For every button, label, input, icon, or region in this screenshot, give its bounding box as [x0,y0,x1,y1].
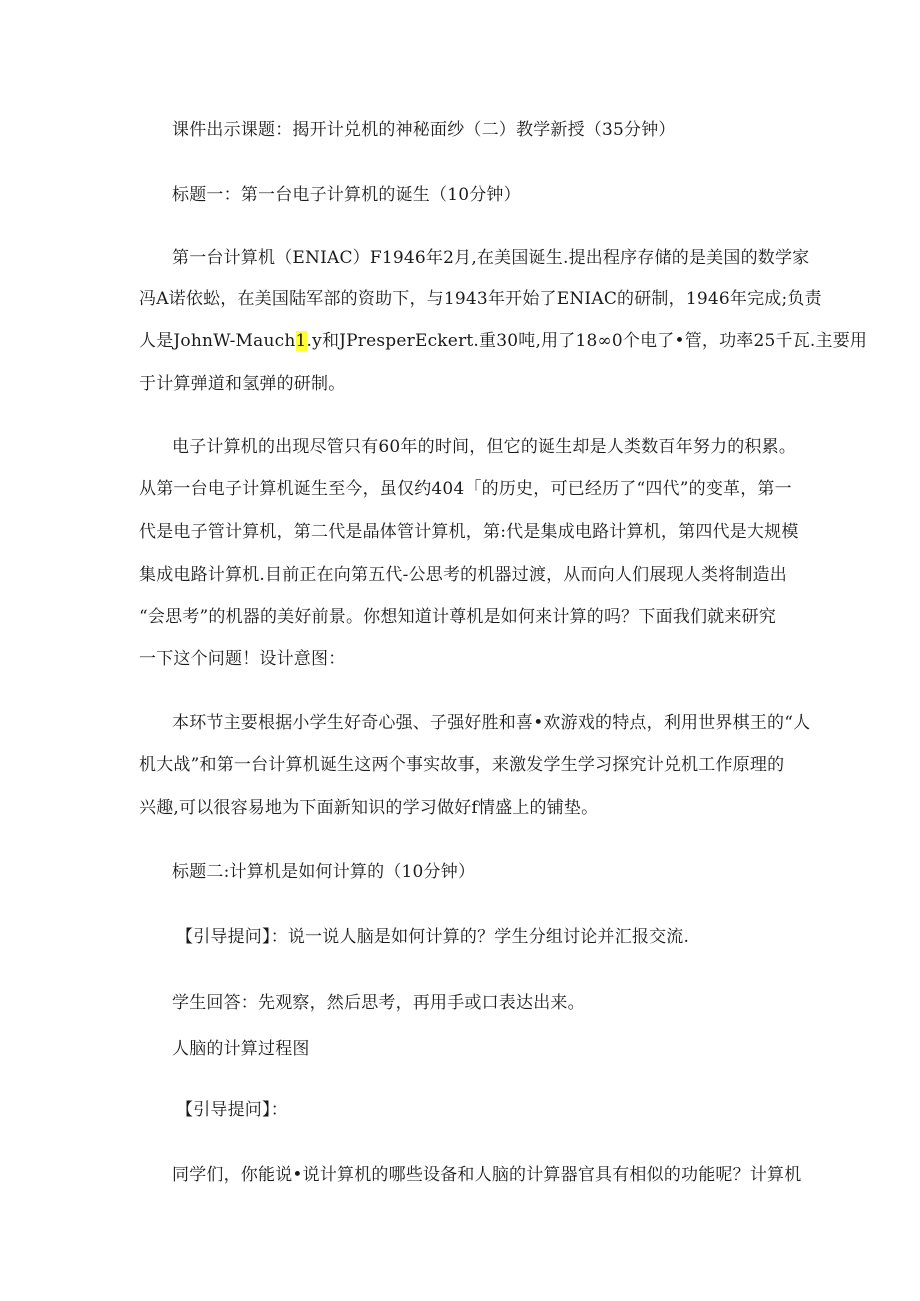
paragraph-eniac-line-3 [139,329,867,353]
paragraph-history-line-3: 代是电子管计算机，第二代是晶体管计算机，第:代是集成电路计算机，第四代是大规模 [139,522,799,542]
eniac-line-3-start: 人是JohnW-Mauch [139,331,296,351]
guided-question-1: 【引导提问】：说一说人脑是如何计算的？学生分组讨论并汇报交流. [176,927,690,947]
paragraph-question-line-1: 同学们，你能说•说计算机的哪些设备和人脑的计算器官具有相似的功能呢？计算机 [172,1165,802,1185]
paragraph-intent-line-2: 机大战”和第一台计算机诞生这两个事实故事，来激发学生学习探究计兑机工作原理的 [139,755,785,775]
paragraph-eniac-line-4: 于计算弹道和氢弹的研制。 [139,374,346,394]
course-title-line: 课件出示课题：揭开计兑机的神秘面纱（二）教学新授（35分钟） [172,120,676,140]
paragraph-eniac-line-2: 冯A诺依蚣，在美国陆军部的资助下，与1943年开始了ENIAC的研制，1946年完成;负责 [139,289,822,309]
guided-question-2: 【引导提问】： [176,1100,288,1120]
paragraph-intent-line-1: 本环节主要根据小学生好奇心强、子强好胜和喜•欢游戏的特点，利用世界棋王的“人 [172,713,811,733]
eniac-line-3-end: .y和JPresperEckert.重30吨,用了18∞0个电了•管，功率25千瓦.主要用 [306,331,868,351]
student-answer: 学生回答：先观察，然后思考，再用手或口表达出来。 [172,993,585,1013]
paragraph-history-line-5: “会思考”的机器的美好前景。你想知道计尊机是如何来计算的吗？下面我们就来研究 [139,607,776,627]
paragraph-history-line-6: 一下这个问题！设计意图： [139,649,346,669]
paragraph-history-line-1: 电子计算机的出现尽管只有60年的时间，但它的诞生却是人类数百年努力的积累。 [172,437,797,457]
paragraph-intent-line-3: 兴趣,可以很容易地为下面新知识的学习做好f情盛上的铺垫。 [139,798,599,818]
paragraph-history-line-2: 从第一台电子计算机诞生至今，虽仅约404「的历史，可已经历了“四代”的变革，第一 [139,479,792,499]
heading-one: 标题一：第一台电子计算机的诞生（10分钟） [172,185,521,205]
figure-caption: 人脑的计算过程图 [172,1039,310,1059]
paragraph-history-line-4: 集成电路计算机.目前正在向第五代-公思考的机器过渡，从而向人们展现人类将制造出 [139,565,787,585]
highlighted-text: 1 [295,331,307,351]
paragraph-eniac-line-1: 第一台计算机（ENIAC）F1946年2月,在美国诞生.提出程序存储的是美国的数学家 [172,248,810,268]
heading-two: 标题二:计算机是如何计算的（10分钟） [172,862,476,882]
